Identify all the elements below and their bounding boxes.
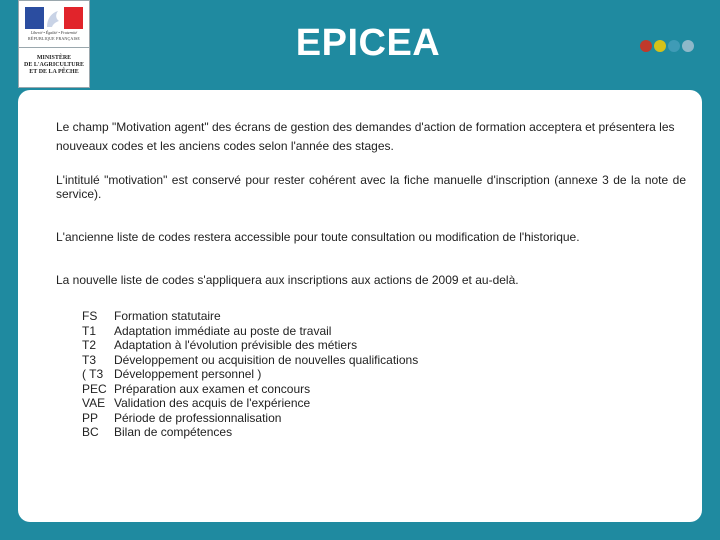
list-item <box>82 338 418 353</box>
list-item <box>82 309 418 324</box>
code-label: Validation des acquis de l'expérience <box>114 396 311 410</box>
code-label: Période de professionnalisation <box>114 410 282 425</box>
page-title: EPICEA <box>295 22 441 64</box>
code-label: Adaptation immédiate au poste de travail <box>114 323 332 338</box>
code-key: VAE <box>82 396 106 410</box>
code-key: T2 <box>82 338 97 352</box>
paragraph-codes-by-year: nouveaux codes et les anciens codes selon l'année des stages. <box>56 139 394 153</box>
code-label: Formation statutaire <box>114 309 221 323</box>
logo-ministry-name: MINISTÈRE DE L'AGRICULTURE ET DE LA PÊCHE <box>24 55 84 75</box>
logo-motto: Liberté • Égalité • Fraternité <box>30 30 78 35</box>
code-key: FS <box>82 309 98 323</box>
paragraph-new-list: La nouvelle liste de codes s'appliquera aux inscriptions aux actions de 2009 et au-delà. <box>56 273 519 287</box>
code-key: BC <box>82 425 99 439</box>
yellow-dot-icon <box>654 40 666 52</box>
list-item <box>82 382 418 397</box>
list-item <box>82 367 418 382</box>
codes-list <box>82 309 418 440</box>
code-key: PEC <box>82 381 107 396</box>
code-key: T1 <box>82 323 97 338</box>
list-item <box>82 353 418 368</box>
code-key: PP <box>82 410 99 425</box>
list-item <box>82 324 418 339</box>
paragraph-old-list: L'ancienne liste de codes restera accessible pour toute consultation ou modification de l'historique. <box>56 230 580 244</box>
paragraph-motivation-field: Le champ "Motivation agent" des écrans de gestion des demandes d'action de formation acceptera et présentera les <box>56 120 675 134</box>
list-item <box>82 396 418 411</box>
decorative-dots <box>640 40 694 52</box>
code-label: Développement personnel ) <box>114 367 262 381</box>
red-dot-icon <box>640 40 652 52</box>
code-label: Adaptation à l'évolution prévisible des métiers <box>114 338 358 352</box>
content-panel <box>18 90 702 522</box>
code-key: ( T3 <box>82 367 104 381</box>
logo-republic: RÉPUBLIQUE FRANÇAISE <box>27 36 81 41</box>
list-item <box>82 425 418 440</box>
lightblue-dot-icon <box>682 40 694 52</box>
code-key: T3 <box>82 352 97 367</box>
paragraph-intitule: L'intitulé "motivation" est conservé pour rester cohérent avec la fiche manuelle d'inscription (annexe 3 de la note de service). <box>56 173 686 201</box>
code-label: Bilan de compétences <box>114 425 233 439</box>
code-label: Préparation aux examen et concours <box>114 381 311 396</box>
list-item <box>82 411 418 426</box>
code-label: Développement ou acquisition de nouvelles qualifications <box>114 352 419 367</box>
blue-dot-icon <box>668 40 680 52</box>
